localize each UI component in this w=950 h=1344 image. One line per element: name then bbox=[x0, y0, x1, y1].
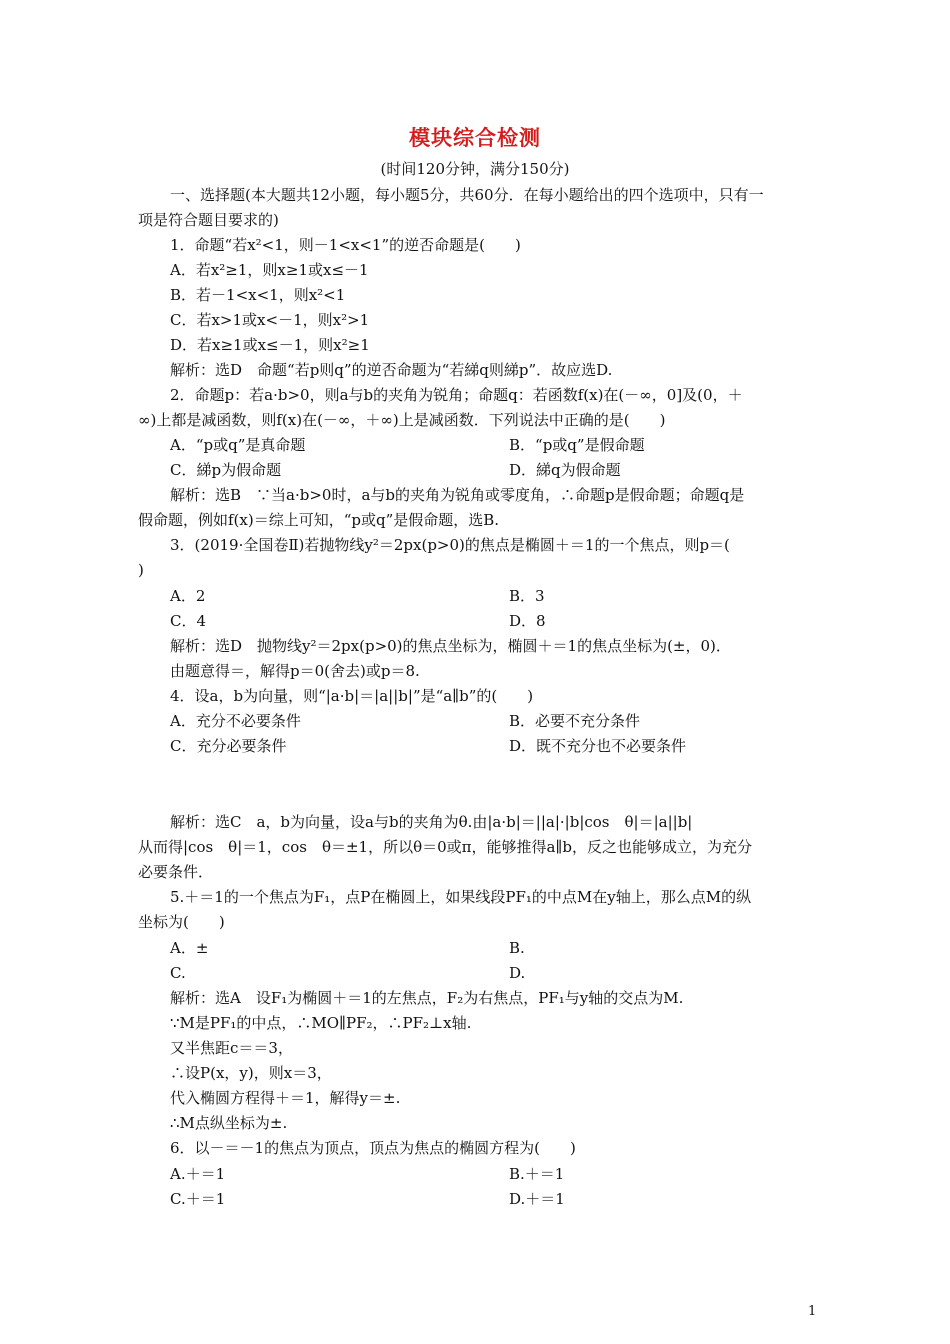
question-5-analysis-line-6: ∴M点纵坐标为±. bbox=[170, 1114, 288, 1132]
question-3-analysis-line-2: 由题意得＝，解得p＝0(舍去)或p＝8. bbox=[170, 662, 420, 680]
question-6-stem: 6．以－＝－1的焦点为顶点，顶点为焦点的椭圆方程为( ) bbox=[170, 1139, 576, 1157]
question-5-analysis-line-3: 又半焦距c＝＝3， bbox=[170, 1039, 293, 1057]
question-2-option-b: B．“p或q”是假命题 bbox=[509, 436, 645, 454]
question-1-option-c: C．若x>1或x<－1，则x²>1 bbox=[170, 311, 370, 329]
question-2-option-a: A．“p或q”是真命题 bbox=[170, 436, 306, 454]
question-6-option-a: A.＋＝1 bbox=[170, 1165, 226, 1183]
question-4-analysis-line-1: 解析：选C a，b为向量，设a与b的夹角为θ.由|a·b|＝||a|·|b|cos θ|＝|a||b| bbox=[170, 813, 693, 831]
question-4-analysis-line-2: 从而得|cos θ|＝1，cos θ＝±1，所以θ＝0或π，能够推得a∥b，反之也能够成立，为充分 bbox=[138, 838, 752, 856]
section-intro-line-1: 一、选择题(本大题共12小题，每小题5分，共60分．在每小题给出的四个选项中，只有一 bbox=[170, 186, 764, 204]
question-2-option-d: D．綈q为假命题 bbox=[509, 461, 621, 479]
question-3-option-b: B．3 bbox=[509, 587, 545, 605]
question-5-analysis-line-1: 解析：选A 设F₁为椭圆＋＝1的左焦点，F₂为右焦点，PF₁与y轴的交点为M. bbox=[170, 989, 684, 1007]
question-2-option-c: C．綈p为假命题 bbox=[170, 461, 282, 479]
question-4-analysis-line-3: 必要条件． bbox=[138, 863, 214, 881]
question-1-option-a: A．若x²≥1，则x≥1或x≤－1 bbox=[170, 261, 369, 279]
document-title: 模块综合检测 bbox=[409, 126, 541, 150]
question-5-option-d: D. bbox=[509, 964, 526, 982]
question-6-option-c: C.＋＝1 bbox=[170, 1190, 226, 1208]
question-6-option-d: D.＋＝1 bbox=[509, 1190, 565, 1208]
question-5-analysis-line-2: ∵M是PF₁的中点，∴MO∥PF₂，∴PF₂⊥x轴. bbox=[170, 1014, 472, 1032]
question-4-option-b: B．必要不充分条件 bbox=[509, 712, 641, 730]
question-2-stem-line-2: ∞)上都是减函数，则f(x)在(－∞，＋∞)上是减函数．下列说法中正确的是( ) bbox=[138, 411, 666, 429]
question-5-analysis-line-4: ∴设P(x，y)，则x＝3， bbox=[170, 1064, 332, 1082]
question-4-option-d: D．既不充分也不必要条件 bbox=[509, 737, 687, 755]
question-4-stem: 4．设a，b为向量，则“|a·b|＝|a||b|”是“a∥b”的( ) bbox=[170, 687, 534, 705]
question-6-option-b: B.＋＝1 bbox=[509, 1165, 565, 1183]
question-1-option-d: D．若x≥1或x≤－1，则x²≥1 bbox=[170, 336, 370, 354]
question-4-option-a: A．充分不必要条件 bbox=[170, 712, 301, 730]
question-3-analysis-line-1: 解析：选D 抛物线y²＝2px(p>0)的焦点坐标为，椭圆＋＝1的焦点坐标为(±，0)． bbox=[170, 637, 731, 655]
page-number: 1 bbox=[808, 1304, 817, 1319]
question-3-option-a: A．2 bbox=[170, 587, 206, 605]
question-3-stem-line-1: 3．(2019·全国卷Ⅱ)若抛物线y²＝2px(p>0)的焦点是椭圆＋＝1的一个焦点，则p＝( bbox=[170, 536, 730, 554]
question-5-option-b: B. bbox=[509, 939, 525, 957]
question-5-option-a: A．± bbox=[170, 939, 209, 957]
question-3-option-d: D．8 bbox=[509, 612, 546, 630]
question-3-option-c: C．4 bbox=[170, 612, 207, 630]
question-5-analysis-line-5: 代入椭圆方程得＋＝1，解得y＝±. bbox=[170, 1089, 401, 1107]
question-5-stem-line-2: 坐标为( ) bbox=[138, 913, 225, 931]
question-1-stem: 1．命题“若x²<1，则－1<x<1”的逆否命题是( ) bbox=[170, 236, 521, 254]
question-3-stem-line-2: ) bbox=[138, 561, 144, 579]
question-2-analysis-line-2: 假命题，例如f(x)＝综上可知，“p或q”是假命题，选B. bbox=[138, 511, 500, 529]
question-2-stem-line-1: 2．命题p：若a·b>0，则a与b的夹角为锐角；命题q：若函数f(x)在(－∞，0]及(0，＋ bbox=[170, 386, 743, 404]
question-4-option-c: C．充分必要条件 bbox=[170, 737, 287, 755]
question-5-stem-line-1: 5.＋＝1的一个焦点为F₁，点P在椭圆上，如果线段PF₁的中点M在y轴上，那么点M的纵 bbox=[170, 888, 752, 906]
question-5-option-c: C. bbox=[170, 964, 186, 982]
question-1-option-b: B．若－1<x<1，则x²<1 bbox=[170, 286, 346, 304]
question-2-analysis-line-1: 解析：选B ∵当a·b>0时，a与b的夹角为锐角或零度角，∴命题p是假命题；命题q是 bbox=[170, 486, 745, 504]
document-subtitle: (时间120分钟，满分150分) bbox=[380, 160, 570, 178]
section-intro-line-2: 项是符合题目要求的) bbox=[138, 211, 279, 229]
question-1-analysis: 解析：选D 命题“若p则q”的逆否命题为“若綈q则綈p”．故应选D. bbox=[170, 361, 613, 379]
